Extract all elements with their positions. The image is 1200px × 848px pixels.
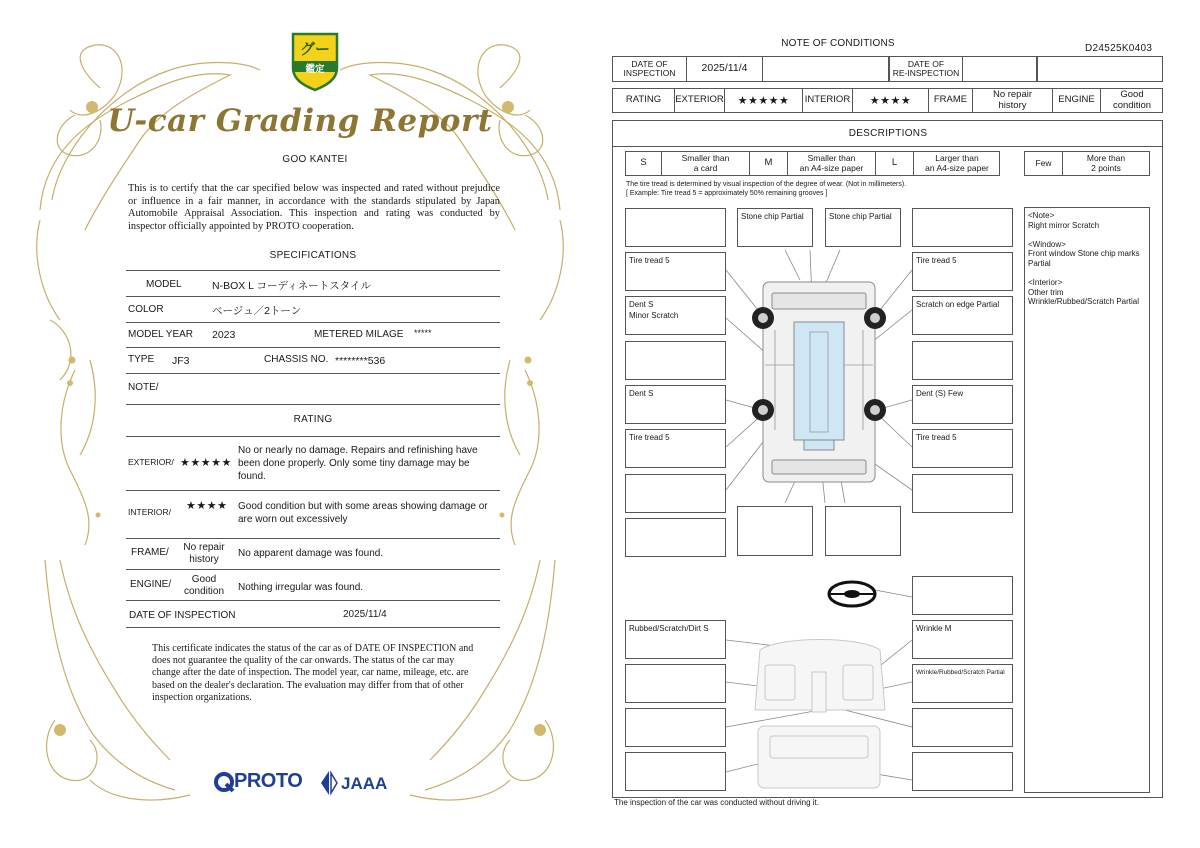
engine-value: Good condition bbox=[183, 574, 225, 597]
exterior-stars: ★★★★★ bbox=[180, 456, 232, 469]
damage-note-box bbox=[912, 752, 1013, 791]
model-label: MODEL bbox=[146, 279, 182, 290]
legend-l-description: Larger than an A4-size paper bbox=[925, 153, 989, 173]
frame-value: No repair history bbox=[973, 89, 1053, 112]
damage-note-box: Wrinkle M bbox=[912, 620, 1013, 659]
document-id: D24525K0403 bbox=[1085, 43, 1153, 54]
divider bbox=[126, 569, 500, 570]
divider bbox=[126, 538, 500, 539]
legend-more-than: More than 2 points bbox=[1086, 153, 1126, 173]
steering-wheel-icon bbox=[829, 582, 875, 606]
damage-note-box bbox=[912, 708, 1013, 747]
divider bbox=[126, 322, 500, 323]
type-value: JF3 bbox=[172, 355, 190, 367]
damage-note-box: Rubbed/Scratch/Dirt S bbox=[625, 620, 726, 659]
report-subtitle: GOO KANTEI bbox=[282, 154, 348, 165]
damage-note-box: Stone chip Partial bbox=[737, 208, 813, 247]
exterior-description: No or nearly no damage. Repairs and refinishing have been done properly. Only some tiny damage may be found. bbox=[238, 445, 478, 482]
damage-note-box bbox=[912, 576, 1013, 615]
divider bbox=[126, 404, 500, 405]
date-of-inspection-label: DATE OF INSPECTION bbox=[129, 610, 236, 621]
damage-note-box bbox=[737, 506, 813, 556]
jaaa-logo: JAAA bbox=[341, 774, 388, 793]
badge-text-bottom: 鑑定 bbox=[305, 64, 325, 75]
rating-label: RATING bbox=[613, 89, 675, 112]
damage-note-box bbox=[912, 208, 1013, 247]
engine-description: Nothing irregular was found. bbox=[238, 582, 364, 593]
certification-statement: This is to certify that the car specified below was inspected and rated without prejudice or influence in a fair manner, in accordance with the standards stipulated by Japan Automobile Appraisal Association. This inspection and rating was conducted by inspector officially appointed by PROTO cooperation. bbox=[128, 183, 500, 232]
color-label: COLOR bbox=[128, 304, 164, 315]
divider bbox=[126, 373, 500, 374]
damage-note-box bbox=[912, 474, 1013, 513]
model-year-value: 2023 bbox=[212, 329, 236, 341]
damage-note-box: Dent S bbox=[625, 385, 726, 424]
report-title: U-car Grading Report bbox=[107, 103, 493, 139]
color-value: ベージュ／2トーン bbox=[212, 305, 302, 317]
metered-milage-label: METERED MILAGE bbox=[314, 329, 404, 340]
damage-note-box: Tire tread 5 bbox=[625, 252, 726, 291]
divider bbox=[126, 347, 500, 348]
damage-note-box bbox=[625, 708, 726, 747]
metered-milage-value: ***** bbox=[414, 328, 432, 338]
damage-note-box bbox=[625, 341, 726, 380]
legend-m-description: Smaller than an A4-size paper bbox=[788, 152, 876, 175]
divider bbox=[126, 436, 500, 437]
damage-note-box: Tire tread 5 bbox=[912, 429, 1013, 468]
frame-label: FRAME bbox=[929, 89, 973, 112]
legend-l: L bbox=[876, 152, 914, 175]
conditions-title: NOTE OF CONDITIONS bbox=[781, 38, 895, 49]
descriptions-heading: DESCRIPTIONS bbox=[848, 128, 928, 139]
date-of-inspection-label: DATE OF INSPECTION bbox=[613, 57, 687, 81]
divider bbox=[126, 490, 500, 491]
damage-note-box: Stone chip Partial bbox=[825, 208, 901, 247]
legend-s-description: Smaller than a card bbox=[662, 152, 750, 175]
engine-label: ENGINE/ bbox=[130, 579, 172, 590]
divider bbox=[126, 270, 500, 271]
exterior-label: EXTERIOR bbox=[675, 89, 725, 112]
note-section: <Note> Right mirror Scratch bbox=[1028, 211, 1100, 230]
badge-text-top: グー bbox=[299, 41, 330, 58]
interior-label: INTERIOR/ bbox=[128, 507, 171, 517]
damage-note-box: Tire tread 5 bbox=[625, 429, 726, 468]
damage-note-box: Dent (S) Few bbox=[912, 385, 1013, 424]
damage-note-box bbox=[625, 474, 726, 513]
divider bbox=[126, 296, 500, 297]
type-label: TYPE bbox=[128, 354, 155, 365]
frame-value: No repair history bbox=[183, 542, 225, 565]
frame-label: FRAME/ bbox=[131, 547, 169, 558]
exterior-label: EXTERIOR/ bbox=[128, 457, 174, 467]
damage-note-box bbox=[625, 664, 726, 703]
damage-note-box bbox=[825, 506, 901, 556]
legend-s: S bbox=[626, 152, 662, 175]
divider bbox=[126, 600, 500, 601]
damage-note-box: Tire tread 5 bbox=[912, 252, 1013, 291]
window-section: <Window> Front window Stone chip marks Partial bbox=[1028, 239, 1140, 268]
proto-logo-icon bbox=[213, 771, 235, 793]
interior-section: <Interior> Other trim Wrinkle/Rubbed/Scratch Partial bbox=[1028, 277, 1140, 307]
interior-stars: ★★★★ bbox=[853, 89, 929, 112]
engine-label: ENGINE bbox=[1053, 89, 1101, 112]
jaaa-logo-icon bbox=[319, 770, 339, 796]
damage-note-box bbox=[625, 518, 726, 557]
date-of-inspection-value: 2025/11/4 bbox=[687, 57, 763, 81]
notes-panel bbox=[1024, 207, 1150, 793]
certificate-disclaimer: This certificate indicates the status of the car as of DATE OF INSPECTION and does not guarantee the quality of the car onwards. The status of the car may change after the date of inspection. The model year, car name, mileage, etc. are based on the dealer's declaration. The evaluation may differ from that of other inspection organizations. bbox=[152, 643, 474, 703]
damage-note-box bbox=[625, 208, 726, 247]
damage-note-box: Dent S Minor Scratch bbox=[625, 296, 726, 335]
specifications-heading: SPECIFICATIONS bbox=[269, 250, 357, 261]
damage-note-box: Wrinkle/Rubbed/Scratch Partial bbox=[912, 664, 1013, 703]
proto-logo: PROTO bbox=[234, 770, 303, 792]
chassis-value: ********536 bbox=[335, 355, 386, 367]
damage-note-box bbox=[625, 752, 726, 791]
chassis-label: CHASSIS NO. bbox=[264, 354, 329, 365]
note-of-conditions bbox=[600, 0, 1200, 848]
damage-note-box: Scratch on edge Partial bbox=[912, 296, 1013, 335]
model-value: N-BOX L コーディネートスタイル bbox=[212, 280, 371, 292]
legend-few: Few bbox=[1025, 152, 1063, 175]
divider bbox=[126, 627, 500, 628]
legend-m: M bbox=[750, 152, 788, 175]
note-label: NOTE/ bbox=[128, 382, 159, 393]
model-year-label: MODEL YEAR bbox=[128, 329, 194, 340]
engine-value: Good condition bbox=[1112, 89, 1152, 111]
exterior-stars: ★★★★★ bbox=[725, 89, 803, 112]
inspection-footnote: The inspection of the car was conducted without driving it. bbox=[614, 798, 819, 807]
rating-heading: RATING bbox=[293, 414, 333, 425]
tire-tread-note: The tire tread is determined by visual inspection of the degree of wear. (Not in millimeters). [ Example: Tire tread 5 = approximately 50% remaining grooves ] bbox=[626, 181, 907, 197]
interior-description: Good condition but with some areas showing damage or are worn out excessively bbox=[238, 501, 488, 525]
date-of-inspection-value: 2025/11/4 bbox=[343, 609, 387, 620]
interior-stars: ★★★★ bbox=[186, 499, 228, 512]
damage-note-box bbox=[912, 341, 1013, 380]
date-of-reinspection-label: DATE OF RE-INSPECTION bbox=[889, 57, 963, 81]
interior-label: INTERIOR bbox=[803, 89, 853, 112]
frame-description: No apparent damage was found. bbox=[238, 548, 384, 559]
